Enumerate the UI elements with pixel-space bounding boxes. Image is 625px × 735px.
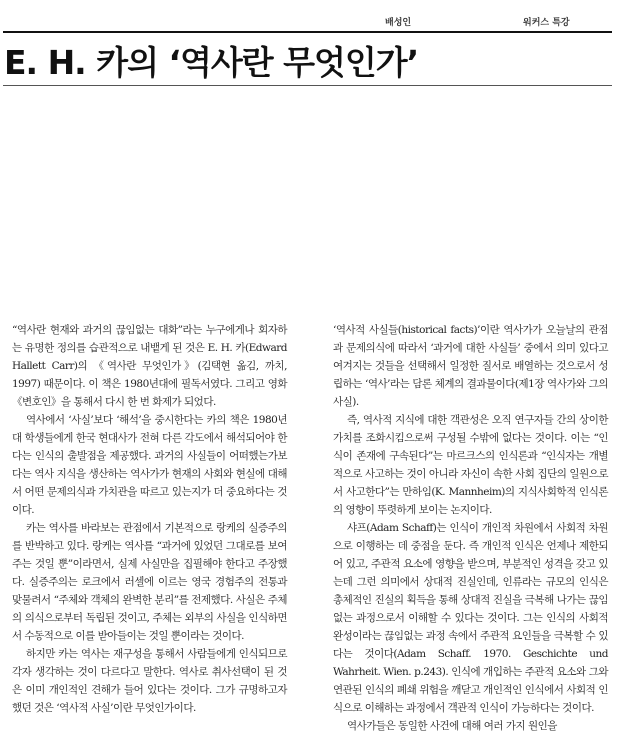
left-column	[12, 321, 287, 717]
paragraph: ‘역사적 사실들(historical facts)’이란 역사가가 오늘날의 관점과 문제의식에 따라서 ‘과거에 대한 사실들’ 중에서 의미 있다고 여겨지는 것들을 선택해서 일정한 질서로 배열하는 것으로서 성립하는 ‘역사’라는 담론 체계의 결과물이다(제1장 역사가와 그의 사실).	[333, 324, 608, 408]
top-rule	[3, 31, 612, 33]
section-label: 워커스 특강	[523, 18, 570, 28]
paragraph: 역사가들은 동일한 사건에 대해 여러 가지 원인을	[347, 720, 557, 732]
paragraph: 카는 역사를 바라보는 관점에서 기본적으로 랑케의 실증주의를 반박하고 있다. 랑케는 역사를 “과거에 있었던 그대로를 보여 주는 것일 뿐”이라면서, 실제 사실만을 집필해야 한다고 주장했다. 실증주의는 로크에서 러셀에 이르는 영국 경험주의 전통과 맞물려서 “주체와 객체의 완벽한 분리”를 전제했다. 사실은 주체의 의식으로부터 독립된 것이고, 주체는 외부의 사실을 인식하면서 수동적으로 이를 받아들이는 것일 뿐이라는 것이다.	[12, 522, 287, 642]
paragraph: 샤프(Adam Schaff)는 인식이 개인적 차원에서 사회적 차원으로 이행하는 데 중점을 둔다. 즉 개인적 인식은 언제나 제한되어 있고, 주관적 요소에 영향을 받으며, 부분적인 성격을 갖고 있는데 그런 의미에서 상대적 진실인데, 인류라는 규모의 인식은 총체적인 진실의 획득을 통해 상대적 진실을 극복해 나가는 끊임없는 과정으로서 이해할 수 있다는 것이다. 그는 인식의 사회적 완성이라는 끊임없는 과정 속에서 주관적 요인들을 극복할 수 있다는 것이다(Adam Schaff. 1970. Geschichte und Wahrheit. Wien. p.243). 인식에 개입하는 주관적 요소와 그와 연관된 인식의 폐쇄 위험을 깨닫고 개인적인 인식에서 사회적 인식으로 이해하는 과정에서 객관적 인식이 가능하다는 것이다.	[333, 522, 608, 714]
title-rule	[3, 85, 612, 86]
paragraph: “역사란 현재와 과거의 끊임없는 대화”라는 누구에게나 회자하는 유명한 정의를 습관적으로 내뱉게 된 것은 E. H. 카(Edward Hallett Carr)의 《역사란 무엇인가》(김택현 옮김, 까치, 1997) 때문이다. 이 책은 1980년대에 필독서였다. 그리고 영화 《변호인》을 통해서 다시 한 번 화제가 되었다.	[12, 324, 287, 408]
article-title: E. H. 카의 ‘역사란 무엇인가’	[4, 43, 419, 82]
right-column	[333, 321, 608, 735]
paragraph: 역사에서 ‘사실’보다 ‘해석’을 중시한다는 카의 책은 1980년대 학생들에게 한국 현대사가 전혀 다른 각도에서 해석되어야 한다는 인식의 출발점을 제공했다. 과거의 사실들이 어떠했는가보다는 역사 지식을 생산하는 역사가가 현재의 사회와 현실에 대해서 어떤 문제의식과 가치관을 따르고 있는지가 더 중요하다는 것이다.	[12, 414, 287, 516]
author-name: 배성인	[385, 18, 412, 28]
paragraph: 하지만 카는 역사는 재구성을 통해서 사람들에게 인식되므로 각자 생각하는 것이 다르다고 말한다. 역사로 취사선택이 된 것은 이미 개인적인 견해가 들어 있다는 것이다. 그가 규명하고자 했던 것은 ‘역사적 사실’이란 무엇인가이다.	[12, 648, 287, 714]
paragraph: 즉, 역사적 지식에 대한 객관성은 오직 연구자들 간의 상이한 가치를 조화시킴으로써 구성될 수밖에 없다는 것이다. 이는 “인식이 존재에 구속된다”는 마르크스의 인식론과 “인식자는 개별적으로 사고하는 것이 아니라 자신이 속한 사회 집단의 일원으로서 사고한다”는 만하임(K. Mannheim)의 지식사회학적 인식론의 영향이 뚜렷하게 보이는 논지이다.	[333, 414, 608, 516]
